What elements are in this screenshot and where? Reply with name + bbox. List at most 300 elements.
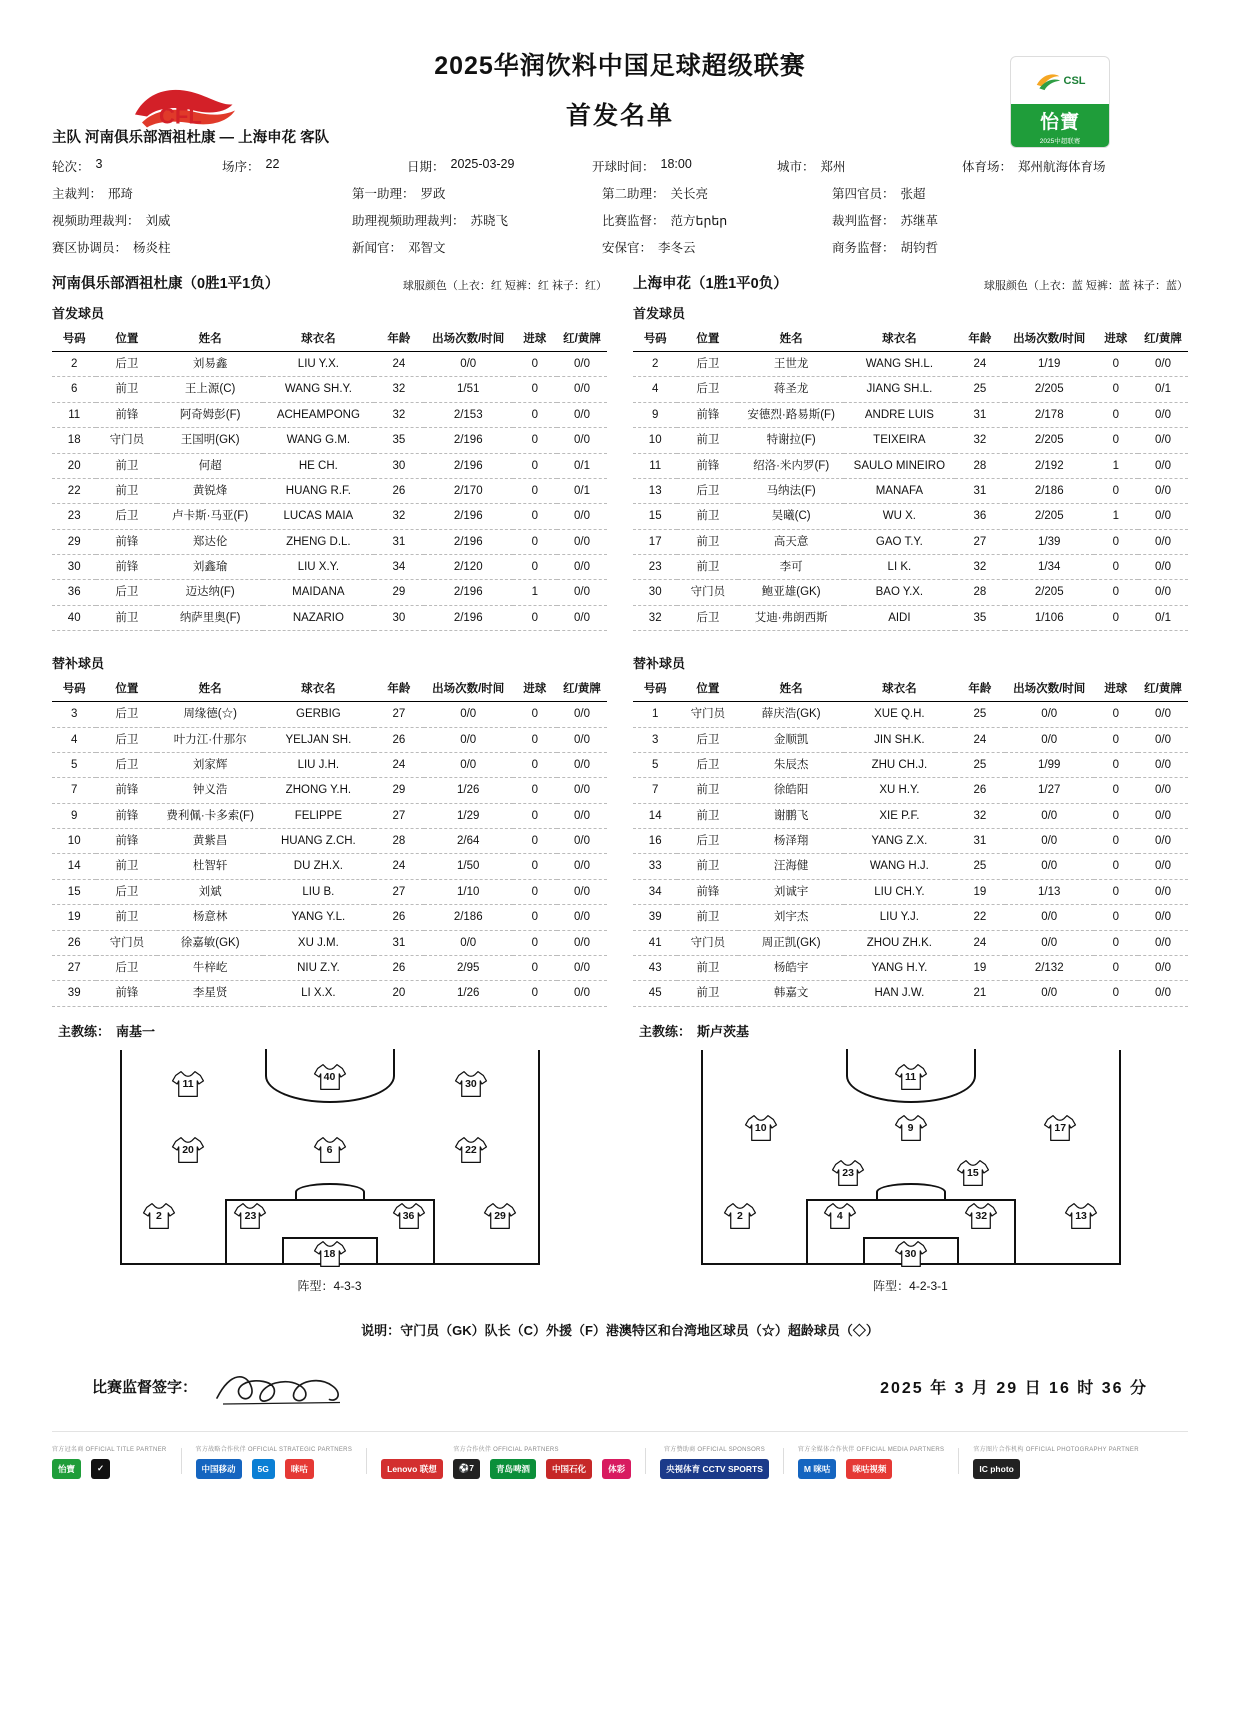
home-kit-colors: 球服颜色（上衣：红 短裤：红 袜子：红） — [402, 280, 607, 292]
meta-fourth-official: 第四官员： 张超 — [832, 187, 926, 201]
table-row — [52, 930, 607, 955]
table-header-row — [52, 676, 607, 702]
cell-appearances: 0/0 — [1005, 702, 1094, 727]
cell-number: 39 — [633, 905, 677, 930]
meta-commercial-supervisor: 商务监督： 胡钧哲 — [832, 241, 939, 255]
cell-number: 39 — [52, 981, 96, 1006]
pitch-shirt-number: 2 — [737, 1209, 743, 1222]
pitch-shirt-number: 17 — [1054, 1122, 1067, 1135]
cell-goals: 0 — [513, 504, 557, 529]
cell-age: 26 — [955, 778, 1005, 803]
cell-age: 21 — [955, 981, 1005, 1006]
cell-name: 钟义浩 — [157, 778, 262, 803]
cell-age: 31 — [955, 402, 1005, 427]
cell-position: 前锋 — [96, 778, 157, 803]
svg-text:CFL: CFL — [159, 103, 202, 129]
cell-appearances: 2/178 — [1005, 402, 1094, 427]
meta-date: 日期： 2025-03-29 — [407, 157, 515, 174]
cell-number: 23 — [633, 555, 677, 580]
cell-age: 31 — [374, 529, 424, 554]
cell-appearances: 0/0 — [1005, 727, 1094, 752]
cell-jersey-name: FELIPPE — [263, 803, 374, 828]
cell-name: 朱辰杰 — [738, 752, 843, 777]
col-appearances: 出场次数/时间 — [424, 676, 513, 702]
col-cards: 红/黄牌 — [1138, 326, 1188, 352]
cell-position: 前锋 — [96, 529, 157, 554]
cell-cards: 0/0 — [557, 955, 607, 980]
cell-position: 前卫 — [96, 854, 157, 879]
pitch-shirt-number: 6 — [326, 1143, 333, 1156]
cell-jersey-name: HUANG R.F. — [263, 478, 374, 503]
sponsor-logo: 5G — [252, 1459, 275, 1479]
cell-appearances: 1/106 — [1005, 605, 1094, 630]
cell-number: 18 — [52, 428, 96, 453]
cell-number: 34 — [633, 879, 677, 904]
cell-goals: 0 — [1094, 529, 1138, 554]
cell-name: 金顺凯 — [738, 727, 843, 752]
cell-cards: 0/0 — [557, 854, 607, 879]
cell-appearances: 2/205 — [1005, 377, 1094, 402]
cell-goals: 0 — [513, 529, 557, 554]
cell-position: 前卫 — [677, 504, 738, 529]
pitch-shirt-30 — [894, 1239, 928, 1269]
cell-name: 周缘德(☆) — [157, 702, 262, 727]
cell-goals: 0 — [513, 905, 557, 930]
cell-goals: 0 — [1094, 981, 1138, 1006]
cell-number: 43 — [633, 955, 677, 980]
cell-cards: 0/0 — [557, 727, 607, 752]
cell-appearances: 0/0 — [1005, 803, 1094, 828]
cell-position: 后卫 — [96, 955, 157, 980]
cell-position: 前卫 — [677, 955, 738, 980]
csl-abbr: CSL — [1063, 75, 1086, 87]
sponsor-logo: 青岛啤酒 — [490, 1459, 536, 1479]
cell-number: 26 — [52, 930, 96, 955]
cell-age: 32 — [955, 803, 1005, 828]
table-row — [633, 529, 1188, 554]
home-coach — [52, 1021, 607, 1040]
cell-position: 守门员 — [677, 580, 738, 605]
meta-city: 城市： 郑州 — [777, 160, 846, 174]
cell-appearances: 1/34 — [1005, 555, 1094, 580]
home-team-block — [52, 272, 607, 1040]
cell-number: 27 — [52, 955, 96, 980]
cell-jersey-name: LI K. — [844, 555, 955, 580]
cell-position: 前锋 — [677, 879, 738, 904]
sponsor-items — [973, 1459, 1138, 1479]
pitch-shirt-number: 9 — [907, 1122, 914, 1135]
cell-name: 徐嘉敏(GK) — [157, 930, 262, 955]
cell-appearances: 0/0 — [1005, 981, 1094, 1006]
cell-name: 牛梓屹 — [157, 955, 262, 980]
meta-row-match-info — [52, 157, 1188, 175]
cell-position: 后卫 — [96, 352, 157, 377]
cell-position: 前卫 — [677, 428, 738, 453]
cell-age: 24 — [374, 752, 424, 777]
table-row — [52, 702, 607, 727]
table-row — [52, 879, 607, 904]
cell-cards: 0/0 — [1138, 803, 1188, 828]
cell-jersey-name: WANG SH.L. — [844, 352, 955, 377]
cell-name: 刘家辉 — [157, 752, 262, 777]
cell-jersey-name: GAO T.Y. — [844, 529, 955, 554]
cell-name: 薛庆浩(GK) — [738, 702, 843, 727]
cell-jersey-name: YANG H.Y. — [844, 955, 955, 980]
home-subs-title: 替补球员 — [52, 656, 105, 672]
meta-assistant-2: 第二助理： 关长亮 — [602, 187, 709, 201]
pitch-shirt-number: 4 — [836, 1209, 843, 1222]
pitch-shirt-6 — [313, 1135, 347, 1165]
sponsor-group-caption: 官方赞助商 OFFICIAL SPONSORS — [663, 1446, 765, 1453]
sponsor-logo: 体彩 — [602, 1459, 631, 1479]
cell-number: 30 — [633, 580, 677, 605]
cell-number: 3 — [633, 727, 677, 752]
cell-number: 30 — [52, 555, 96, 580]
col-cards: 红/黄牌 — [557, 676, 607, 702]
cell-name: 王上源(C) — [157, 377, 262, 402]
pitch-shirt-number: 10 — [754, 1122, 767, 1135]
cell-appearances: 2/205 — [1005, 580, 1094, 605]
csl-brand-sub: 2025中超联赛 — [1039, 138, 1081, 145]
cell-goals: 0 — [513, 352, 557, 377]
table-row — [633, 829, 1188, 854]
legend-notes: 说明：守门员（GK）队长（C）外援（F）港澳特区和台湾地区球员（☆）超龄球员（◇） — [361, 1322, 879, 1338]
cell-jersey-name: XU H.Y. — [844, 778, 955, 803]
pitch-shirt-9 — [894, 1113, 928, 1143]
cell-appearances: 2/153 — [424, 402, 513, 427]
pitch-shirt-10 — [744, 1113, 778, 1143]
cell-appearances: 0/0 — [1005, 930, 1094, 955]
cell-number: 41 — [633, 930, 677, 955]
home-formation-value: 4-3-3 — [333, 1278, 362, 1293]
pitch-shirt-20 — [171, 1135, 205, 1165]
cell-age: 24 — [955, 930, 1005, 955]
cell-number: 11 — [52, 402, 96, 427]
table-row — [52, 555, 607, 580]
cell-name: 迈达纳(F) — [157, 580, 262, 605]
table-row — [633, 555, 1188, 580]
cell-cards: 0/0 — [557, 930, 607, 955]
sponsor-group-caption: 官方全媒体合作伙伴 OFFICIAL MEDIA PARTNERS — [797, 1446, 945, 1453]
table-row — [633, 752, 1188, 777]
penalty-arc — [295, 1183, 365, 1201]
cell-name: 刘诚宇 — [738, 879, 843, 904]
pitch-shirt-11 — [894, 1062, 928, 1092]
pitch-shirt-30 — [454, 1069, 488, 1099]
cell-name: 刘宇杰 — [738, 905, 843, 930]
cell-name: 叶力江·什那尔 — [157, 727, 262, 752]
pitch-shirt-number: 30 — [904, 1248, 917, 1261]
cell-age: 25 — [955, 854, 1005, 879]
table-row — [633, 981, 1188, 1006]
cell-number: 14 — [52, 854, 96, 879]
sponsor-divider — [783, 1448, 784, 1474]
cell-position: 前卫 — [677, 905, 738, 930]
cell-jersey-name: ZHU CH.J. — [844, 752, 955, 777]
cell-cards: 0/0 — [557, 580, 607, 605]
cell-goals: 0 — [513, 605, 557, 630]
cell-position: 守门员 — [96, 428, 157, 453]
pitch-shirt-11 — [171, 1069, 205, 1099]
cell-number: 2 — [633, 352, 677, 377]
cell-goals: 0 — [513, 829, 557, 854]
cell-position: 前锋 — [96, 981, 157, 1006]
cell-number: 4 — [633, 377, 677, 402]
cell-jersey-name: MANAFA — [844, 478, 955, 503]
cell-appearances: 1/19 — [1005, 352, 1094, 377]
meta-referee: 主裁判： 邢琦 — [52, 187, 134, 201]
cell-cards: 0/0 — [1138, 752, 1188, 777]
cell-number: 2 — [52, 352, 96, 377]
home-formation-label: 阵型： — [297, 1278, 334, 1293]
cell-age: 29 — [374, 778, 424, 803]
cell-jersey-name: LIU Y.X. — [263, 352, 374, 377]
cell-position: 后卫 — [96, 879, 157, 904]
cell-goals: 0 — [1094, 778, 1138, 803]
cell-cards: 0/0 — [557, 752, 607, 777]
cell-position: 守门员 — [96, 930, 157, 955]
cell-name: 郑达伦 — [157, 529, 262, 554]
cell-age: 32 — [374, 377, 424, 402]
cell-goals: 0 — [513, 555, 557, 580]
cell-age: 26 — [374, 478, 424, 503]
cell-appearances: 2/186 — [424, 905, 513, 930]
cell-appearances: 1/29 — [424, 803, 513, 828]
cell-number: 10 — [52, 829, 96, 854]
cell-position: 前锋 — [96, 402, 157, 427]
cell-position: 后卫 — [96, 504, 157, 529]
cell-position: 后卫 — [677, 829, 738, 854]
cell-position: 前卫 — [96, 478, 157, 503]
cell-jersey-name: JIANG SH.L. — [844, 377, 955, 402]
cell-name: 汪海健 — [738, 854, 843, 879]
pitch-shirt-2 — [723, 1201, 757, 1231]
col-cards: 红/黄牌 — [557, 326, 607, 352]
cell-name: 特谢拉(F) — [738, 428, 843, 453]
col-jersey-name: 球衣名 — [263, 326, 374, 352]
cell-position: 前锋 — [96, 829, 157, 854]
cell-name: 李星贤 — [157, 981, 262, 1006]
away-team-block — [633, 272, 1188, 1040]
cell-number: 7 — [633, 778, 677, 803]
sponsor-items — [196, 1459, 353, 1479]
cell-appearances: 2/120 — [424, 555, 513, 580]
cell-cards: 0/0 — [1138, 854, 1188, 879]
cell-appearances: 1/99 — [1005, 752, 1094, 777]
pitch-shirt-number: 15 — [967, 1167, 979, 1180]
table-row — [52, 905, 607, 930]
cell-age: 29 — [374, 580, 424, 605]
pitch-shirt-23 — [233, 1201, 267, 1231]
cell-age: 26 — [374, 955, 424, 980]
cfl-logo-icon — [130, 78, 240, 136]
pitch-shirt-number: 2 — [156, 1209, 162, 1222]
col-position: 位置 — [677, 326, 738, 352]
cell-cards: 0/0 — [1138, 727, 1188, 752]
meta-row-officials-1 — [52, 184, 1188, 202]
cell-cards: 0/0 — [1138, 702, 1188, 727]
cell-age: 20 — [374, 981, 424, 1006]
cell-name: 安德烈·路易斯(F) — [738, 402, 843, 427]
cell-jersey-name: DU ZH.X. — [263, 854, 374, 879]
cell-jersey-name: NAZARIO — [263, 605, 374, 630]
cell-name: 谢鹏飞 — [738, 803, 843, 828]
sponsor-group-caption: 官方图片合作机构 OFFICIAL PHOTOGRAPHY PARTNER — [973, 1446, 1139, 1453]
cell-number: 7 — [52, 778, 96, 803]
cell-cards: 0/0 — [557, 529, 607, 554]
cell-goals: 0 — [1094, 752, 1138, 777]
cell-age: 31 — [955, 478, 1005, 503]
cell-number: 11 — [633, 453, 677, 478]
cell-age: 19 — [955, 879, 1005, 904]
away-subs-title: 替补球员 — [633, 656, 686, 672]
cell-position: 后卫 — [96, 727, 157, 752]
cell-cards: 0/0 — [557, 402, 607, 427]
signature-row — [52, 1365, 1188, 1409]
cell-jersey-name: WU X. — [844, 504, 955, 529]
cell-goals: 0 — [513, 702, 557, 727]
cell-goals: 0 — [1094, 702, 1138, 727]
col-age: 年龄 — [374, 676, 424, 702]
cell-jersey-name: WANG H.J. — [844, 854, 955, 879]
cell-jersey-name: HUANG Z.CH. — [263, 829, 374, 854]
cell-number: 10 — [633, 428, 677, 453]
table-row — [633, 352, 1188, 377]
cell-appearances: 2/186 — [1005, 478, 1094, 503]
cell-number: 36 — [52, 580, 96, 605]
cell-goals: 0 — [1094, 930, 1138, 955]
meta-var: 视频助理裁判： 刘威 — [52, 214, 171, 228]
cell-goals: 0 — [513, 854, 557, 879]
table-row — [633, 428, 1188, 453]
pitch-shirt-number: 40 — [323, 1071, 336, 1084]
col-name: 姓名 — [157, 326, 262, 352]
cell-appearances: 2/205 — [1005, 504, 1094, 529]
cell-jersey-name: HAN J.W. — [844, 981, 955, 1006]
cell-goals: 0 — [513, 778, 557, 803]
cell-name: 黄紫昌 — [157, 829, 262, 854]
cell-goals: 1 — [513, 580, 557, 605]
home-starters-body — [52, 352, 607, 631]
cell-name: 阿奇姆彭(F) — [157, 402, 262, 427]
cell-appearances: 0/0 — [424, 727, 513, 752]
cell-position: 后卫 — [677, 478, 738, 503]
cell-age: 26 — [374, 905, 424, 930]
col-appearances: 出场次数/时间 — [424, 326, 513, 352]
cell-appearances: 2/196 — [424, 504, 513, 529]
cell-cards: 0/0 — [557, 555, 607, 580]
cell-goals: 0 — [1094, 478, 1138, 503]
cell-jersey-name: LIU X.Y. — [263, 555, 374, 580]
sponsor-logo: ⚽7 — [453, 1459, 480, 1479]
cell-cards: 0/0 — [1138, 981, 1188, 1006]
away-formation-value: 4-2-3-1 — [909, 1278, 948, 1293]
cell-jersey-name: LIU Y.J. — [844, 905, 955, 930]
away-starters-table — [633, 326, 1188, 631]
home-starters-table — [52, 326, 607, 631]
pitch-shirt-number: 20 — [182, 1143, 194, 1156]
cell-jersey-name: ZHENG D.L. — [263, 529, 374, 554]
cell-number: 19 — [52, 905, 96, 930]
col-number: 号码 — [52, 326, 96, 352]
cell-number: 5 — [52, 752, 96, 777]
cell-age: 25 — [955, 702, 1005, 727]
table-row — [52, 377, 607, 402]
col-goals: 进球 — [513, 326, 557, 352]
cell-appearances: 1/39 — [1005, 529, 1094, 554]
cell-cards: 0/0 — [1138, 879, 1188, 904]
cell-jersey-name: YANG Z.X. — [844, 829, 955, 854]
cell-cards: 0/0 — [1138, 905, 1188, 930]
cell-age: 24 — [955, 352, 1005, 377]
sponsor-groups — [52, 1444, 1188, 1479]
cell-name: 韩嘉文 — [738, 981, 843, 1006]
cell-number: 9 — [633, 402, 677, 427]
cell-number: 4 — [52, 727, 96, 752]
col-age: 年龄 — [955, 676, 1005, 702]
col-goals: 进球 — [1094, 676, 1138, 702]
sponsor-bar — [52, 1431, 1188, 1479]
away-coach-label: 主教练： — [639, 1023, 692, 1039]
col-age: 年龄 — [374, 326, 424, 352]
cell-jersey-name: BAO Y.X. — [844, 580, 955, 605]
cell-number: 9 — [52, 803, 96, 828]
col-jersey-name: 球衣名 — [263, 676, 374, 702]
table-row — [633, 930, 1188, 955]
pitch-shirt-40 — [313, 1062, 347, 1092]
cell-appearances: 2/192 — [1005, 453, 1094, 478]
sponsor-logo: 怡寶 — [52, 1459, 81, 1479]
signature-datetime: 2025 年 3 月 29 日 16 时 36 分 — [880, 1380, 1148, 1398]
cell-appearances: 2/64 — [424, 829, 513, 854]
cell-jersey-name: GERBIG — [263, 702, 374, 727]
cell-position: 前卫 — [96, 905, 157, 930]
cell-appearances: 1/51 — [424, 377, 513, 402]
home-subs-body — [52, 702, 607, 1007]
cell-appearances: 2/196 — [424, 580, 513, 605]
pitch-shirt-23 — [831, 1158, 865, 1188]
table-row — [633, 478, 1188, 503]
sponsor-divider — [181, 1448, 182, 1474]
pitch-shirt-18 — [313, 1239, 347, 1269]
table-row — [633, 702, 1188, 727]
cell-position: 前卫 — [96, 453, 157, 478]
meta-round: 轮次： 3 — [52, 157, 103, 174]
cell-jersey-name: TEIXEIRA — [844, 428, 955, 453]
col-age: 年龄 — [955, 326, 1005, 352]
cell-number: 15 — [633, 504, 677, 529]
table-row — [633, 854, 1188, 879]
cell-number: 5 — [633, 752, 677, 777]
cell-jersey-name: YANG Y.L. — [263, 905, 374, 930]
cell-name: 李可 — [738, 555, 843, 580]
cell-number: 29 — [52, 529, 96, 554]
cell-age: 36 — [955, 504, 1005, 529]
cell-jersey-name: LIU CH.Y. — [844, 879, 955, 904]
cell-appearances: 2/196 — [424, 605, 513, 630]
cell-appearances: 1/10 — [424, 879, 513, 904]
pitch-shirt-number: 11 — [904, 1071, 917, 1084]
cell-goals: 0 — [513, 402, 557, 427]
cell-name: 刘鑫瑜 — [157, 555, 262, 580]
away-subs-table — [633, 676, 1188, 1007]
cell-position: 后卫 — [677, 752, 738, 777]
cell-goals: 0 — [513, 752, 557, 777]
meta-security-officer: 安保官： 李冬云 — [602, 241, 696, 255]
signature-label: 比赛监督签字： — [92, 1379, 198, 1397]
pitch-shirt-number: 18 — [323, 1248, 336, 1261]
cell-appearances: 1/27 — [1005, 778, 1094, 803]
